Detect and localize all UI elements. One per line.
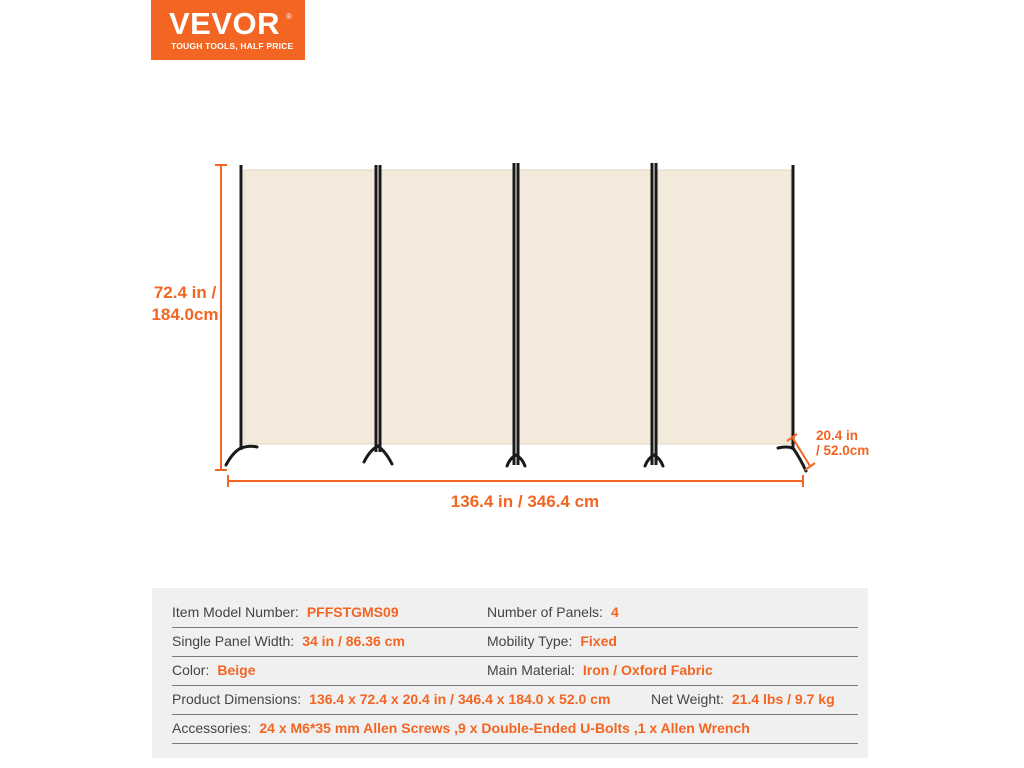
spec-value: Fixed <box>580 633 617 649</box>
logo-registered-mark: ® <box>286 12 292 21</box>
spec-value: 24 x M6*35 mm Allen Screws ,9 x Double-Ended U-Bolts ,1 x Allen Wrench <box>259 720 750 736</box>
height-dimension-label <box>140 282 230 326</box>
height-imperial: 72.4 in / <box>153 283 217 302</box>
height-metric: 184.0cm <box>151 305 219 324</box>
spec-label: Accessories: <box>172 720 252 736</box>
spec-label: Color: <box>172 662 210 678</box>
logo-tagline: TOUGH TOOLS, HALF PRICE <box>171 41 294 51</box>
foot-5 <box>778 447 806 471</box>
fabric-panel-3 <box>519 170 651 444</box>
foot-3 <box>507 455 525 466</box>
spec-value: 21.4 lbs / 9.7 kg <box>731 691 835 707</box>
spec-value: PFFSTGMS09 <box>306 604 399 620</box>
fabric-panel-2 <box>381 170 513 444</box>
logo-wordmark: VEVOR <box>169 6 281 41</box>
spec-label: Single Panel Width: <box>172 633 295 649</box>
spec-row <box>172 627 858 657</box>
spec-row <box>172 714 858 744</box>
spec-row <box>172 685 858 715</box>
spec-label: Number of Panels: <box>487 604 603 620</box>
spec-value: 4 <box>610 604 619 620</box>
foot-2 <box>364 446 392 464</box>
spec-row <box>172 598 858 628</box>
spec-value: Beige <box>217 662 256 678</box>
spec-row <box>172 656 858 686</box>
spec-label: Product Dimensions: <box>172 691 302 707</box>
depth-metric: / 52.0cm <box>816 443 870 458</box>
frame-feet <box>226 446 806 471</box>
spec-label: Item Model Number: <box>172 604 299 620</box>
depth-tick-bottom <box>805 463 815 470</box>
foot-4 <box>645 455 663 466</box>
fabric-panel-1 <box>244 170 376 444</box>
spec-value: 136.4 x 72.4 x 20.4 in / 346.4 x 184.0 x 52.0 cm <box>309 691 611 707</box>
spec-value: Iron / Oxford Fabric <box>582 662 713 678</box>
spec-value: 34 in / 86.36 cm <box>302 633 405 649</box>
spec-table <box>152 588 868 758</box>
depth-dimension-label <box>816 428 869 458</box>
depth-imperial: 20.4 in <box>816 428 859 443</box>
fabric-panel-4 <box>658 170 791 444</box>
width-dimension-label: 136.4 in / 346.4 cm <box>450 492 600 511</box>
foot-1 <box>226 446 257 465</box>
spec-label: Net Weight: <box>651 691 724 707</box>
spec-label: Main Material: <box>487 662 575 678</box>
spec-label: Mobility Type: <box>487 633 573 649</box>
